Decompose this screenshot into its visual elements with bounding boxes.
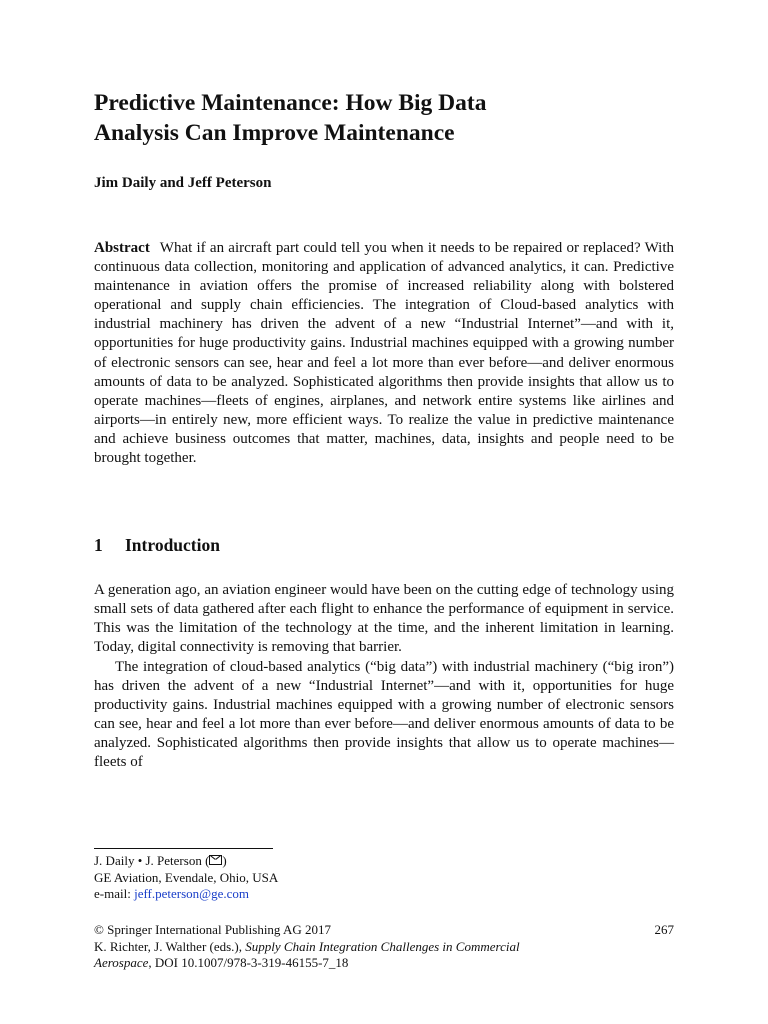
section-number: 1 xyxy=(94,535,103,556)
author-list: Jim Daily and Jeff Peterson xyxy=(94,175,272,191)
citation-editors: K. Richter, J. Walther (eds.), xyxy=(94,938,246,954)
citation-doi: , DOI 10.1007/978-3-319-46155-7_18 xyxy=(148,955,349,970)
footnote-authors: J. Daily • J. Peterson ( xyxy=(94,853,210,868)
copyright-text: © Springer International Publishing AG 2017 xyxy=(94,922,331,937)
abstract-text: What if an aircraft part could tell you when it needs to be repaired or replaced? With continuous data collection, monitoring and application of advanced analytics, it can. Predictive maintenance in aviation offers the promise of increased reliability along with bolstered operational and supply chain efficiencies. The integration of Cloud-based analytics with industrial machinery has driven the advent of a new “Industrial Internet”—and with it, opportunities for huge productivity gains. Industrial machines equipped with a growing number of electronic sensors can see, hear and feel a lot more than ever before—and deliver enormous amounts of data to be analyzed. Sophisticated algorithms then provide insights that allow us to operate machines—fleets of engines, airplanes, and network entire systems like airlines and airports—in entirely new, more efficient ways. To realize the value in predictive maintenance and achieve business outcomes that matter, machines, data, insights and people need to be brought together. xyxy=(94,240,674,467)
section-body xyxy=(94,581,674,772)
paper-title xyxy=(94,88,674,148)
abstract-label: Abstract xyxy=(94,240,150,256)
page-number: 267 xyxy=(654,922,674,937)
citation-line-2 xyxy=(94,955,674,972)
abstract xyxy=(94,239,674,468)
copyright-row xyxy=(94,922,674,939)
section-title: Introduction xyxy=(125,535,220,556)
paper-page xyxy=(94,88,674,772)
citation-line-1 xyxy=(94,939,674,956)
footnote-affiliation: GE Aviation, Evendale, Ohio, USA xyxy=(94,869,279,885)
footnote-authors-close: ) xyxy=(222,853,227,868)
email-link[interactable]: jeff.peterson@ge.com xyxy=(134,886,250,901)
citation-book-title-cont: Aerospace xyxy=(94,955,149,970)
footnote-authors-line xyxy=(94,853,674,870)
envelope-icon xyxy=(209,855,222,865)
title-line-2: Analysis Can Improve Maintenance xyxy=(94,120,455,146)
citation-book-title: Supply Chain Integration Challenges in Commercial xyxy=(245,938,520,954)
paragraph: The integration of cloud-based analytics (“big data”) with industrial machinery (“big iron”) has driven the advent of a new “Industrial Internet”—and with it, opportunities for huge productivity gains. Industrial machines equipped with a growing number of electronic sensors can see, hear and feel a lot more than ever before—and deliver enormous amounts of data to be analyzed. Sophisticated algorithms then provide insights that allow us to operate machines—fleets of xyxy=(94,658,674,770)
title-line-1: Predictive Maintenance: How Big Data xyxy=(94,90,487,116)
publication-info xyxy=(94,922,674,972)
footnote-email-line xyxy=(94,886,674,903)
author-footnote xyxy=(94,853,674,903)
footnote-divider xyxy=(94,848,273,849)
section-heading xyxy=(94,534,674,556)
email-label: e-mail: xyxy=(94,886,135,901)
paragraph: A generation ago, an aviation engineer would have been on the cutting edge of technology using small sets of data gathered after each flight to enhance the performance of equipment in service. This was the limitation of the technology at the time, and the inherent limitation in learning. Today, digital connectivity is removing that barrier. xyxy=(94,582,674,656)
